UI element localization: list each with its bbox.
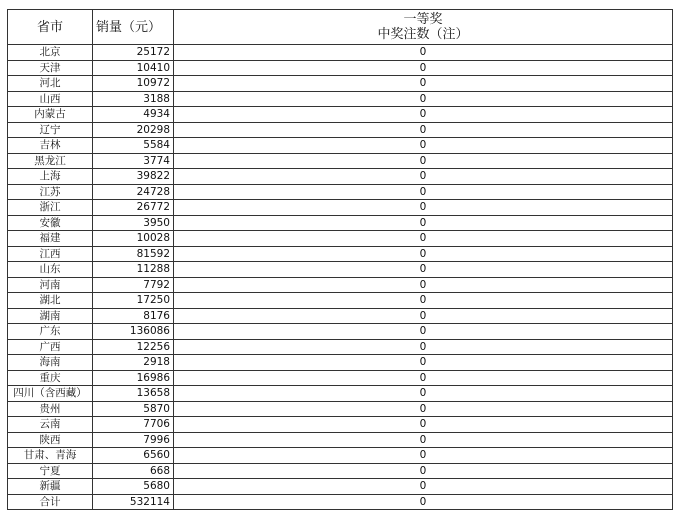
cell-province: 新疆: [8, 479, 93, 495]
cell-province: 宁夏: [8, 463, 93, 479]
cell-sales: 39822: [93, 169, 174, 185]
cell-province: 四川（含西藏）: [8, 386, 93, 402]
table-row: [8, 293, 673, 309]
cell-sales: 5584: [93, 138, 174, 154]
cell-province: 安徽: [8, 215, 93, 231]
cell-prize: 0: [174, 60, 673, 76]
cell-province: 浙江: [8, 200, 93, 216]
cell-sales: 24728: [93, 184, 174, 200]
cell-prize: 0: [174, 122, 673, 138]
cell-province: 江苏: [8, 184, 93, 200]
cell-province: 内蒙古: [8, 107, 93, 123]
cell-prize: 0: [174, 370, 673, 386]
cell-province: 吉林: [8, 138, 93, 154]
cell-prize: 0: [174, 386, 673, 402]
cell-sales: 532114: [93, 494, 174, 510]
cell-province: 天津: [8, 60, 93, 76]
table-row: [8, 76, 673, 92]
table-row: [8, 215, 673, 231]
cell-sales: 2918: [93, 355, 174, 371]
cell-province: 陕西: [8, 432, 93, 448]
cell-sales: 3774: [93, 153, 174, 169]
header-prize-count: 中奖注数（注）: [377, 27, 469, 42]
cell-sales: 5870: [93, 401, 174, 417]
table-row: [8, 370, 673, 386]
cell-sales: 10028: [93, 231, 174, 247]
cell-sales: 136086: [93, 324, 174, 340]
cell-prize: 0: [174, 231, 673, 247]
table-row: [8, 45, 673, 61]
cell-prize: 0: [174, 184, 673, 200]
cell-sales: 26772: [93, 200, 174, 216]
table-row: [8, 417, 673, 433]
cell-sales: 7996: [93, 432, 174, 448]
table-row: [8, 91, 673, 107]
table-row: [8, 386, 673, 402]
table-row: [8, 463, 673, 479]
cell-sales: 16986: [93, 370, 174, 386]
cell-sales: 20298: [93, 122, 174, 138]
cell-prize: 0: [174, 339, 673, 355]
cell-province: 北京: [8, 45, 93, 61]
cell-prize: 0: [174, 138, 673, 154]
cell-province: 山东: [8, 262, 93, 278]
header-row: [8, 10, 673, 45]
cell-prize: 0: [174, 200, 673, 216]
cell-sales: 4934: [93, 107, 174, 123]
cell-prize: 0: [174, 494, 673, 510]
cell-province: 贵州: [8, 401, 93, 417]
cell-sales: 81592: [93, 246, 174, 262]
cell-prize: 0: [174, 215, 673, 231]
cell-prize: 0: [174, 153, 673, 169]
cell-sales: 7792: [93, 277, 174, 293]
cell-province: 山西: [8, 91, 93, 107]
cell-sales: 17250: [93, 293, 174, 309]
cell-prize: 0: [174, 169, 673, 185]
table-row: [8, 169, 673, 185]
table-row: [8, 122, 673, 138]
table-row: [8, 107, 673, 123]
cell-prize: 0: [174, 76, 673, 92]
cell-prize: 0: [174, 448, 673, 464]
cell-prize: 0: [174, 91, 673, 107]
table-row: [8, 184, 673, 200]
cell-province: 江西: [8, 246, 93, 262]
table-row: [8, 200, 673, 216]
cell-province: 合计: [8, 494, 93, 510]
header-first-prize: [174, 10, 673, 45]
table-row: [8, 153, 673, 169]
table-row: [8, 308, 673, 324]
cell-prize: 0: [174, 45, 673, 61]
cell-province: 河北: [8, 76, 93, 92]
cell-sales: 12256: [93, 339, 174, 355]
table-row: [8, 246, 673, 262]
cell-prize: 0: [174, 324, 673, 340]
table-row: [8, 324, 673, 340]
table-row: [8, 494, 673, 510]
table-row: [8, 355, 673, 371]
cell-sales: 668: [93, 463, 174, 479]
sales-table: [7, 9, 673, 510]
table-row: [8, 231, 673, 247]
cell-prize: 0: [174, 417, 673, 433]
cell-province: 广东: [8, 324, 93, 340]
table-row: [8, 60, 673, 76]
table-row: [8, 432, 673, 448]
cell-sales: 3188: [93, 91, 174, 107]
cell-province: 广西: [8, 339, 93, 355]
table-row: [8, 138, 673, 154]
cell-sales: 6560: [93, 448, 174, 464]
cell-prize: 0: [174, 246, 673, 262]
cell-province: 河南: [8, 277, 93, 293]
cell-prize: 0: [174, 463, 673, 479]
table-row: [8, 479, 673, 495]
cell-prize: 0: [174, 262, 673, 278]
cell-prize: 0: [174, 355, 673, 371]
cell-province: 重庆: [8, 370, 93, 386]
cell-province: 上海: [8, 169, 93, 185]
cell-province: 辽宁: [8, 122, 93, 138]
cell-province: 海南: [8, 355, 93, 371]
cell-province: 云南: [8, 417, 93, 433]
cell-sales: 10410: [93, 60, 174, 76]
cell-sales: 10972: [93, 76, 174, 92]
cell-sales: 7706: [93, 417, 174, 433]
header-sales: 销量（元）: [93, 10, 174, 45]
cell-prize: 0: [174, 293, 673, 309]
header-prize-title: 一等奖: [403, 12, 443, 27]
cell-sales: 3950: [93, 215, 174, 231]
cell-prize: 0: [174, 277, 673, 293]
cell-sales: 5680: [93, 479, 174, 495]
cell-province: 福建: [8, 231, 93, 247]
cell-sales: 8176: [93, 308, 174, 324]
cell-prize: 0: [174, 432, 673, 448]
cell-province: 湖北: [8, 293, 93, 309]
table-row: [8, 262, 673, 278]
table-row: [8, 401, 673, 417]
cell-province: 湖南: [8, 308, 93, 324]
cell-prize: 0: [174, 308, 673, 324]
header-province: 省市: [8, 10, 93, 45]
table-row: [8, 339, 673, 355]
cell-prize: 0: [174, 401, 673, 417]
cell-province: 甘肃、青海: [8, 448, 93, 464]
table-row: [8, 448, 673, 464]
cell-province: 黑龙江: [8, 153, 93, 169]
cell-sales: 13658: [93, 386, 174, 402]
cell-sales: 25172: [93, 45, 174, 61]
table-row: [8, 277, 673, 293]
cell-prize: 0: [174, 479, 673, 495]
cell-prize: 0: [174, 107, 673, 123]
cell-sales: 11288: [93, 262, 174, 278]
